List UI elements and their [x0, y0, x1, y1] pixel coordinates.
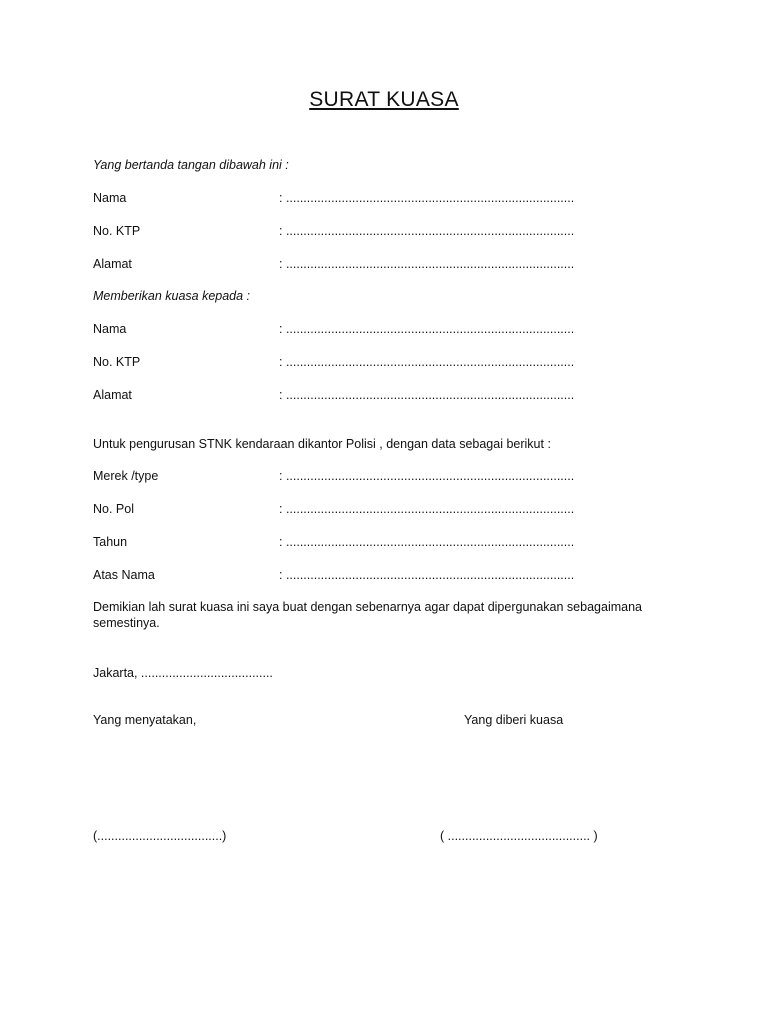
grantor-ktp-label: No. KTP [93, 224, 141, 238]
grantor-address-row [93, 256, 653, 272]
signature-left-line: (....................................) [93, 829, 227, 843]
grantor-name-label: Nama [93, 191, 127, 205]
vehicle-plate-row [93, 501, 653, 517]
vehicle-owner-label: Atas Nama [93, 568, 155, 582]
grantor-address-label: Alamat [93, 257, 132, 271]
grantor-address-field: : ................................................................................... [279, 257, 575, 271]
vehicle-plate-field: : ................................................................................... [279, 502, 575, 516]
grantee-address-label: Alamat [93, 388, 132, 402]
grantor-intro: Yang bertanda tangan dibawah ini : [93, 158, 289, 172]
grantor-name-field: : ................................................................................... [279, 191, 575, 205]
vehicle-owner-field: : ................................................................................... [279, 568, 575, 582]
grantee-address-field: : ................................................................................... [279, 388, 575, 402]
signature-right-line: ( ......................................... ) [440, 829, 598, 843]
grantor-ktp-field: : ................................................................................... [279, 224, 575, 238]
grantee-intro: Memberikan kuasa kepada : [93, 289, 251, 303]
grantee-name-row [93, 321, 653, 337]
signature-right-label: Yang diberi kuasa [464, 713, 564, 727]
grantee-ktp-field: : ................................................................................... [279, 355, 575, 369]
signature-left-label: Yang menyatakan, [93, 713, 197, 727]
vehicle-year-field: : ................................................................................... [279, 535, 575, 549]
vehicle-year-row [93, 534, 653, 550]
vehicle-year-label: Tahun [93, 535, 128, 549]
grantor-name-row [93, 190, 653, 206]
vehicle-brand-row [93, 468, 653, 484]
grantee-name-label: Nama [93, 322, 127, 336]
closing-paragraph: Demikian lah surat kuasa ini saya buat dengan sebenarnya agar dapat dipergunakan sebagaimana semestinya. [93, 600, 642, 630]
grantee-name-field: : ................................................................................... [279, 322, 575, 336]
place-date: Jakarta, ...................................... [93, 666, 273, 680]
vehicle-brand-label: Merek /type [93, 469, 159, 483]
grantor-ktp-row [93, 223, 653, 239]
document-title: SURAT KUASA [309, 88, 459, 111]
purpose-text: Untuk pengurusan STNK kendaraan dikantor Polisi , dengan data sebagai berikut : [93, 437, 551, 451]
vehicle-brand-field: : ................................................................................... [279, 469, 575, 483]
vehicle-plate-label: No. Pol [93, 502, 134, 516]
grantee-address-row [93, 387, 653, 403]
grantee-ktp-label: No. KTP [93, 355, 141, 369]
vehicle-owner-row [93, 567, 653, 583]
grantee-ktp-row [93, 354, 653, 370]
